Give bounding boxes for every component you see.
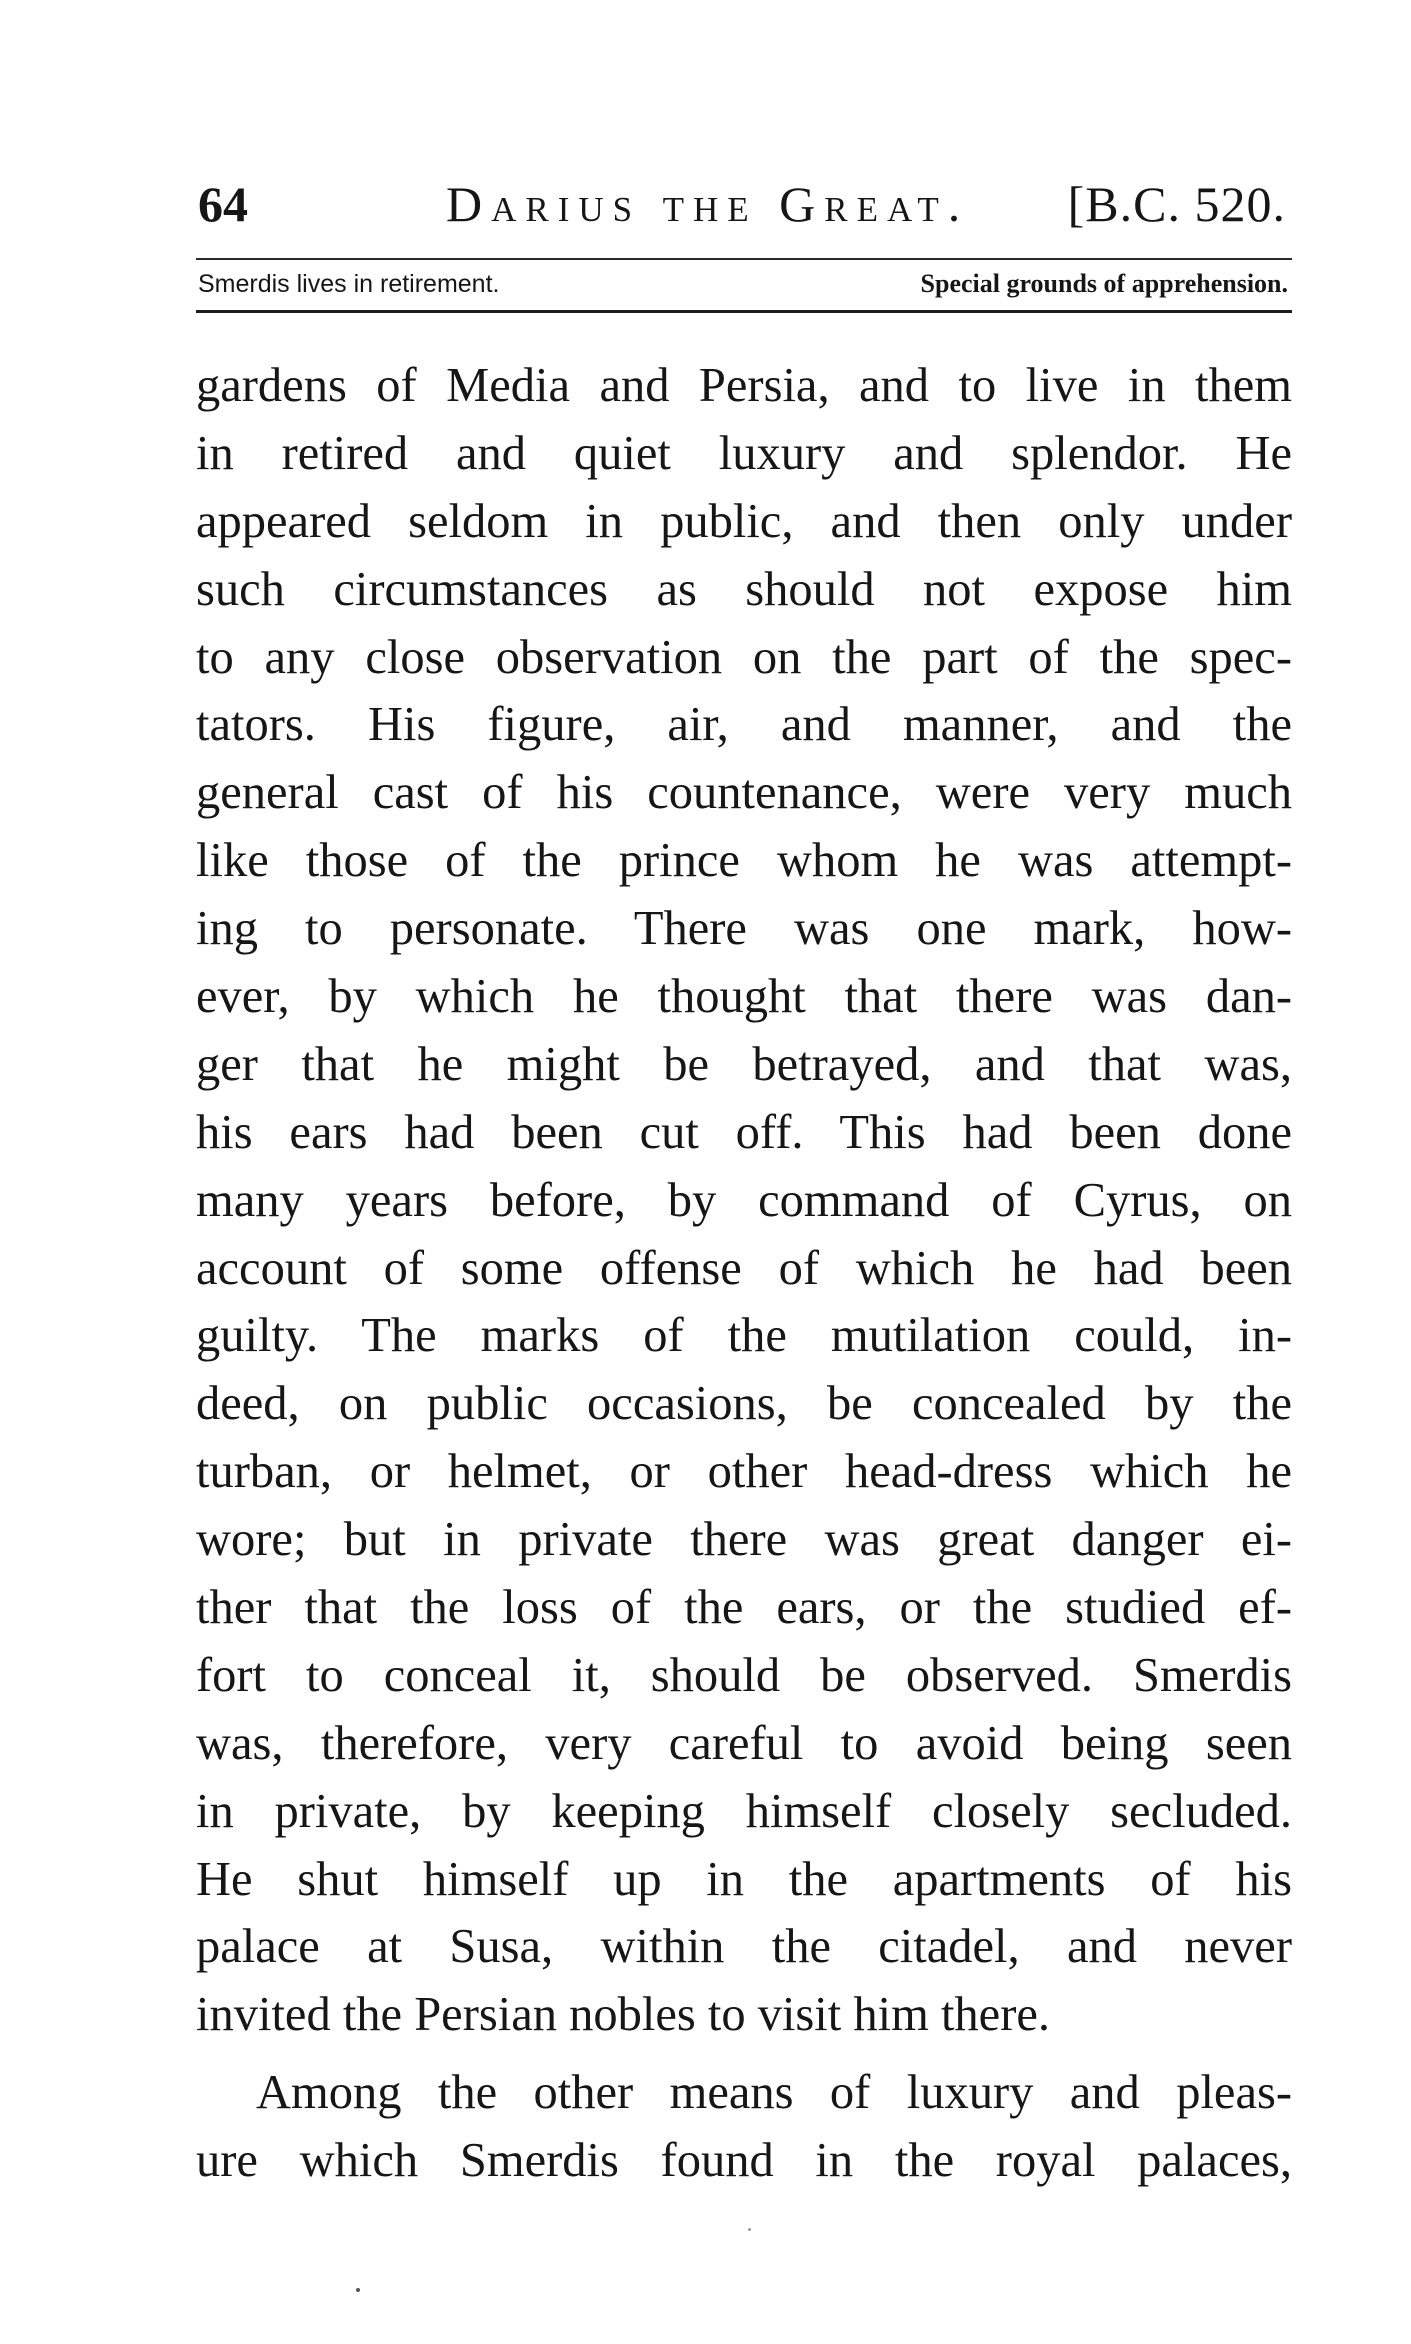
sidenote-left: Smerdis lives in retirement. [198,270,500,298]
text-line: palace at Susa, within the citadel, and never [196,1920,1292,1974]
text-line: account of some offense of which he had been [196,1241,1292,1295]
running-title: Darius the Great. [446,176,970,232]
text-line: fort to conceal it, should be observed. Smerdis [196,1648,1292,1702]
text-line: ger that he might be betrayed, and that was, [196,1037,1292,1091]
text-line: ther that the loss of the ears, or the studied ef- [196,1581,1292,1635]
text-line: ure which Smerdis found in the royal palaces, [196,2134,1292,2188]
running-date: [B.C. 520. [1067,176,1286,232]
text-line: tators. His figure, air, and manner, and the [196,698,1292,752]
paragraph [196,2059,1292,2195]
text-line: Among the other means of luxury and pleas- [256,2066,1292,2120]
paragraph [196,352,1292,2049]
text-line: gardens of Media and Persia, and to live in them [196,359,1292,412]
text-line: in retired and quiet luxury and splendor. He [196,426,1292,480]
print-speck [748,2228,751,2231]
text-line: was, therefore, very careful to avoid being seen [196,1716,1292,1770]
text-line: such circumstances as should not expose him [196,562,1292,616]
text-line: ing to personate. There was one mark, how- [196,902,1292,956]
book-page [196,0,1292,2344]
body-rule [196,310,1292,313]
text-line: He shut himself up in the apartments of his [196,1852,1292,1906]
text-line: invited the Persian nobles to visit him there. [196,1988,1051,2042]
text-line: appeared seldom in public, and then only under [196,494,1292,548]
sidenote-right: Special grounds of apprehension. [920,269,1288,298]
page-number: 64 [198,176,248,232]
header-rule [196,258,1292,260]
body-text [196,352,1292,2195]
text-line: many years before, by command of Cyrus, on [196,1173,1292,1227]
text-line: in private, by keeping himself closely secluded. [196,1784,1292,1838]
sidenote-bar [196,266,1292,302]
paragraph-gap [196,2049,1292,2059]
text-line: like those of the prince whom he was attempt- [196,834,1292,888]
text-line: his ears had been cut off. This had been done [196,1105,1292,1159]
text-line: deed, on public occasions, be concealed by the [196,1377,1292,1431]
text-line: guilty. The marks of the mutilation could, in- [196,1309,1292,1363]
text-line: to any close observation on the part of the spec- [196,630,1292,684]
text-line: general cast of his countenance, were very much [196,766,1292,820]
text-line: ever, by which he thought that there was dan- [196,970,1292,1024]
print-speck [356,2288,360,2292]
text-line: wore; but in private there was great danger ei- [196,1513,1292,1567]
text-line: turban, or helmet, or other head-dress which he [196,1445,1292,1499]
running-head [196,168,1292,240]
